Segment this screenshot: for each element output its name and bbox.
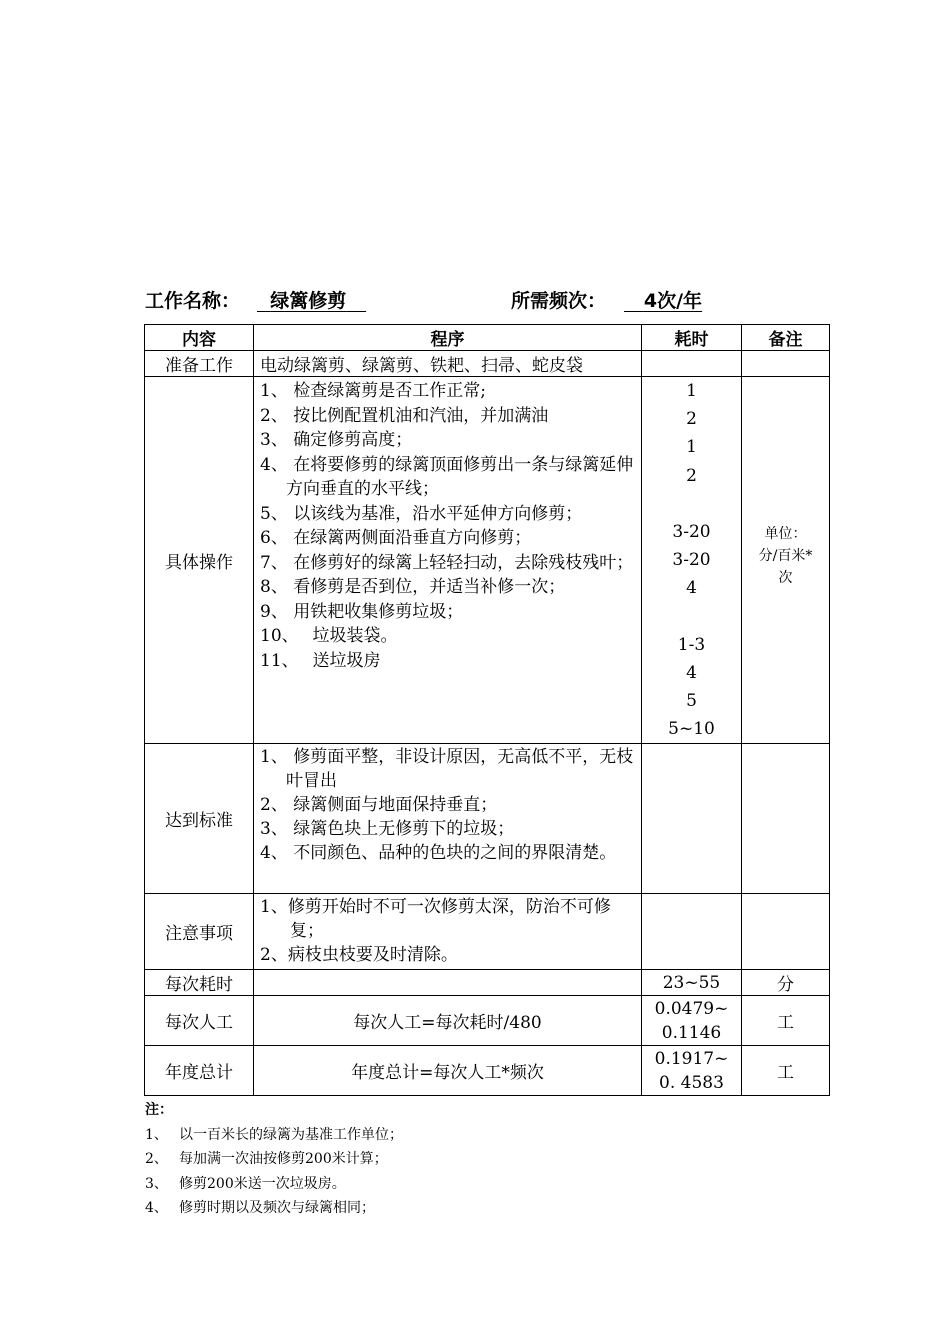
time-value: 1 <box>686 437 697 458</box>
list-item: 2、病枝虫枝要及时清除。 <box>260 945 458 966</box>
caution-items <box>260 895 635 967</box>
note-item: 2、 每加满一次油按修剪200米计算； <box>145 1151 388 1167</box>
time-value: 3-20 <box>672 521 711 542</box>
notes <box>145 1098 403 1221</box>
ops-times <box>642 377 742 744</box>
list-item: 4、 不同颜色、品种的色块的之间的界限清楚。 <box>260 843 617 864</box>
list-item: 9、 用铁耙收集修剪垃圾； <box>260 601 464 622</box>
col-content: 内容 <box>145 325 254 351</box>
table-row-per-time <box>145 970 830 996</box>
freq-value: 4次/年 <box>643 290 703 312</box>
notes-title: 注： <box>145 1102 173 1118</box>
standard-items <box>260 745 635 865</box>
time-value: 3-20 <box>672 550 711 571</box>
ops-label: 具体操作 <box>145 377 254 744</box>
time-value <box>648 490 735 518</box>
cautions-label: 注意事项 <box>145 894 254 970</box>
table-row-standard <box>145 744 830 894</box>
per-labor-label: 每次人工 <box>145 996 254 1046</box>
list-item: 3、 确定修剪高度； <box>260 430 413 450</box>
prep-procedure: 电动绿篱剪、绿篱剪、铁耙、扫帚、蛇皮袋 <box>254 351 642 377</box>
remark-line: 次 <box>778 570 793 586</box>
annual-label: 年度总计 <box>145 1046 254 1096</box>
time-value: 2 <box>686 465 697 486</box>
per-labor-formula: 每次人工=每次耗时/480 <box>254 996 642 1046</box>
col-time: 耗时 <box>642 325 742 351</box>
work-table <box>144 324 830 1096</box>
time-value: 5 <box>686 691 697 712</box>
time-value <box>648 603 735 631</box>
per-time-label: 每次耗时 <box>145 970 254 996</box>
list-item: 11、 送垃圾房 <box>260 650 381 671</box>
list-item: 7、 在修剪好的绿篱上轻轻扫动，去除残枝残叶； <box>260 552 634 573</box>
table-header <box>145 325 830 351</box>
time-value: 4 <box>686 662 697 683</box>
title-line <box>145 286 835 316</box>
standard-label: 达到标准 <box>145 744 254 894</box>
remark-line: 单位： <box>764 526 807 542</box>
list-item: 2、 绿篱侧面与地面保持垂直； <box>260 795 498 816</box>
annual-time: 0.1917~ 0. 4583 <box>642 1046 742 1096</box>
time-value: 1 <box>686 381 697 401</box>
prep-label: 准备工作 <box>145 351 254 377</box>
note-item: 1、 以一百米长的绿篱为基准工作单位； <box>145 1126 403 1143</box>
list-item: 6、 在绿篱两侧面沿垂直方向修剪； <box>260 528 532 548</box>
table-row-ops <box>145 377 830 744</box>
time-value: 5~10 <box>668 719 715 740</box>
list-item: 8、 看修剪是否到位，并适当补修一次； <box>260 577 566 597</box>
list-item: 10、 垃圾装袋。 <box>260 626 398 646</box>
annual-formula: 年度总计=每次人工*频次 <box>254 1046 642 1096</box>
time-value: 4 <box>686 578 697 599</box>
ops-procedure <box>254 377 642 744</box>
time-value: 1-3 <box>677 634 706 655</box>
per-labor-time: 0.0479~ 0.1146 <box>642 996 742 1046</box>
list-item: 2、 按比例配置机油和汽油，并加满油 <box>260 405 549 426</box>
note-item: 4、 修剪时期以及频次与绿篱相同； <box>145 1200 375 1216</box>
list-item: 1、 检查绿篱剪是否工作正常; <box>260 381 486 401</box>
remark-line: 分/百米* <box>758 548 813 564</box>
per-time-remark: 分 <box>742 970 830 996</box>
list-item: 1、修剪开始时不可一次修剪太深，防治不可修复； <box>260 897 611 942</box>
table-row-cautions <box>145 894 830 970</box>
per-time-value: 23~55 <box>642 970 742 996</box>
table-row-per-labor <box>145 996 830 1046</box>
job-label: 工作名称： <box>145 290 241 312</box>
freq-label: 所需频次： <box>511 290 607 312</box>
per-labor-remark: 工 <box>742 996 830 1046</box>
col-remark: 备注 <box>742 325 830 351</box>
note-item: 3、 修剪200米送一次垃圾房。 <box>145 1175 346 1192</box>
ops-remark <box>742 377 830 744</box>
list-item: 5、 以该线为基准，沿水平延伸方向修剪； <box>260 503 583 524</box>
list-item: 3、 绿篱色块上无修剪下的垃圾； <box>260 819 515 840</box>
job-value: 绿篱修剪 <box>270 290 347 312</box>
table-row-prep <box>145 351 830 377</box>
time-value: 2 <box>686 409 697 430</box>
annual-remark: 工 <box>742 1046 830 1096</box>
list-item: 1、 修剪面平整，非设计原因，无高低不平，无枝叶冒出 <box>260 747 634 792</box>
col-procedure: 程序 <box>254 325 642 351</box>
table-row-annual <box>145 1046 830 1096</box>
list-item: 4、 在将要修剪的绿篱顶面修剪出一条与绿篱延伸方向垂直的水平线； <box>260 454 634 499</box>
ops-steps <box>260 379 635 673</box>
